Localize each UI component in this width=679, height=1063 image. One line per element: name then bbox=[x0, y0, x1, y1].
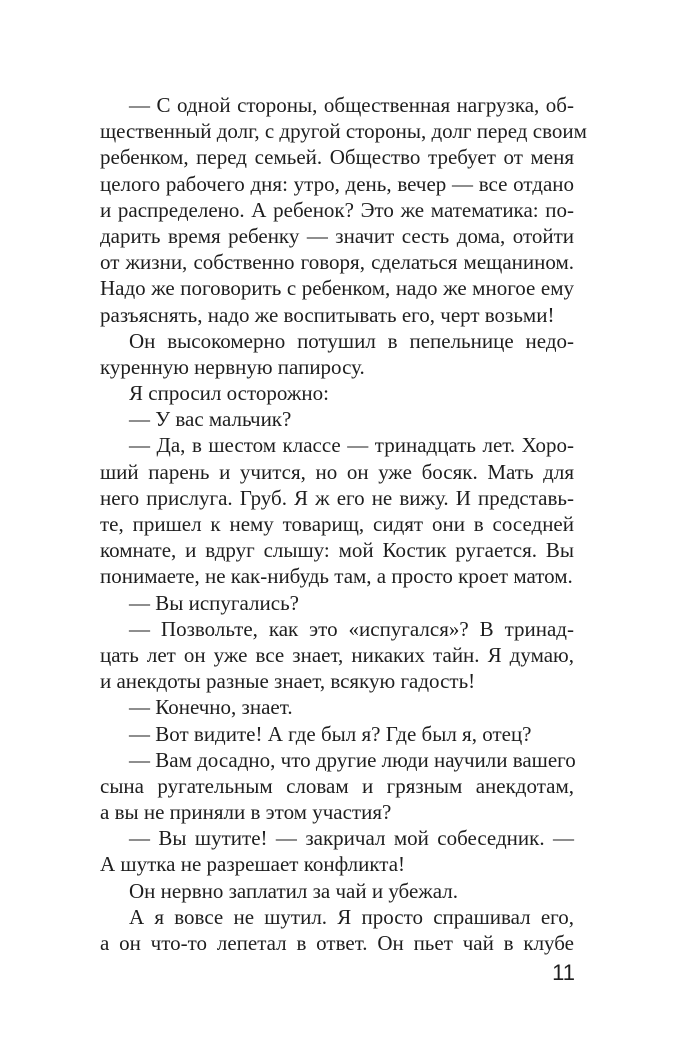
page-number: 11 bbox=[552, 960, 575, 985]
text-line: — Вот видите! А где был я? Где был я, отец? bbox=[129, 721, 532, 746]
text-line: — Позвольте, как это «испугался»? В тринад- bbox=[129, 616, 574, 641]
text-line: от жизни, собственно говоря, сделаться мещанином. bbox=[100, 250, 574, 275]
text-line: Надо же поговорить с ребенком, надо же многое ему bbox=[100, 276, 574, 301]
text-line: и распределено. А ребенок? Это же математика: по- bbox=[100, 197, 574, 222]
text-line: и анекдоты разные знает, всякую гадость! bbox=[100, 669, 476, 694]
text-line: Он нервно заплатил за чай и убежал. bbox=[129, 878, 459, 903]
text-line: понимаете, не как-нибудь там, а просто кроет матом. bbox=[100, 564, 573, 589]
text-line: ребенком, перед семьей. Общество требует от меня bbox=[100, 145, 574, 170]
text-line: дарить время ребенку — значит сесть дома, отойти bbox=[100, 223, 574, 248]
body-text bbox=[100, 92, 587, 956]
text-line: — Вы шутите! — закричал мой собеседник. — bbox=[129, 826, 574, 851]
text-line: Я спросил осторожно: bbox=[129, 381, 329, 406]
text-line: — Вам досадно, что другие люди научили вашего bbox=[129, 747, 576, 772]
text-line: те, пришел к нему товарищ, сидят они в соседней bbox=[100, 512, 574, 536]
text-line: щественный долг, с другой стороны, долг перед своим bbox=[100, 119, 587, 144]
text-line: а он что-то лепетал в ответ. Он пьет чай в клубе bbox=[100, 931, 574, 955]
text-line: — Да, в шестом классе — тринадцать лет. Хоро- bbox=[129, 433, 574, 458]
text-line: сына ругательным словам и грязным анекдотам, bbox=[100, 773, 574, 798]
text-line: куренную нервную папиросу. bbox=[100, 354, 365, 379]
text-line: — У вас мальчик? bbox=[129, 407, 292, 432]
text-line: А я вовсе не шутил. Я просто спрашивал его, bbox=[129, 904, 574, 929]
text-line: него прислуга. Груб. Я ж его не вижу. И представь- bbox=[100, 485, 574, 510]
text-line: а вы не приняли в этом участия? bbox=[100, 800, 392, 825]
text-line: — Вы испугались? bbox=[129, 590, 299, 615]
text-line: — Конечно, знает. bbox=[129, 695, 293, 720]
text-line: А шутка не разрешает конфликта! bbox=[100, 852, 406, 877]
text-line: цать лет он уже все знает, никаких тайн. Я думаю, bbox=[100, 642, 574, 667]
text-line: — С одной стороны, общественная нагрузка, об- bbox=[129, 93, 574, 117]
text-line: ший парень и учится, но он уже босяк. Мать для bbox=[100, 459, 574, 484]
text-line: комнате, и вдруг слышу: мой Костик ругается. Вы bbox=[100, 538, 574, 563]
text-line: целого рабочего дня: утро, день, вечер — все отдано bbox=[100, 171, 574, 196]
text-line: Он высокомерно потушил в пепельнице недо- bbox=[129, 328, 574, 353]
text-line: разъяснять, надо же воспитывать его, черт возьми! bbox=[100, 302, 555, 327]
